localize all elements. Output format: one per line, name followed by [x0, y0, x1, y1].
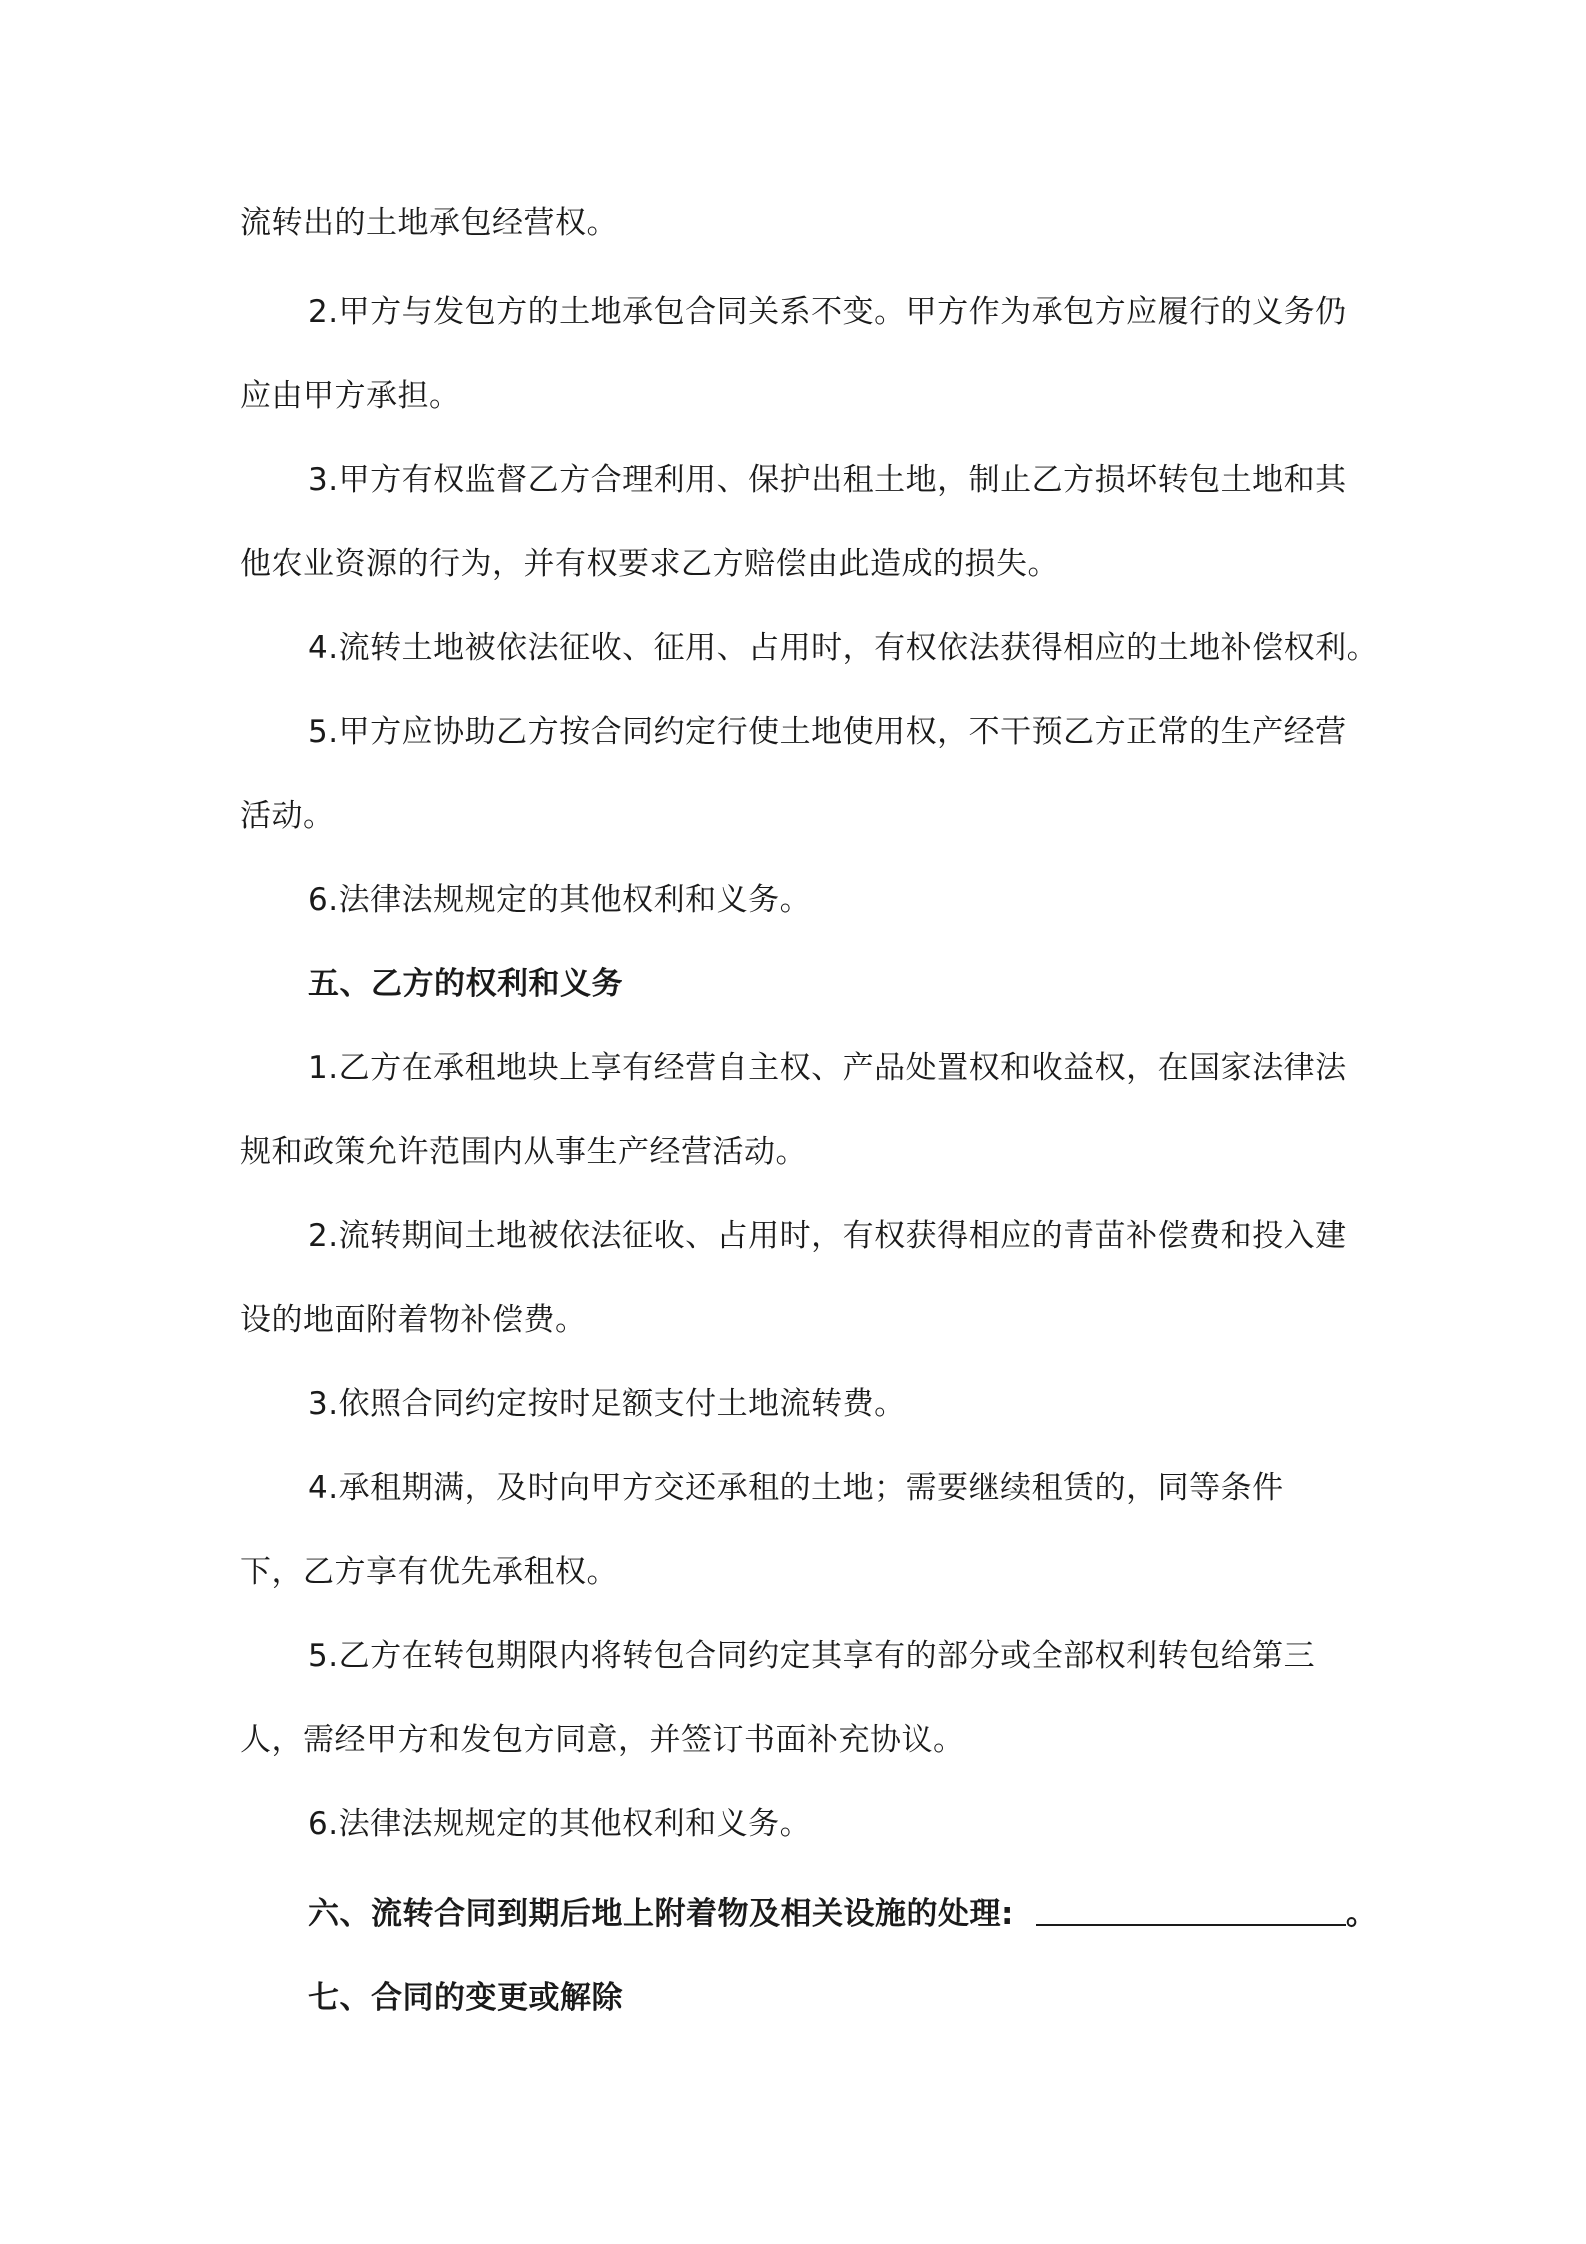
text-line: 人，需经甲方和发包方同意，并签订书面补充协议。: [240, 1722, 965, 1758]
text-line: 应由甲方承担。: [240, 378, 461, 414]
section-6-end: 。: [1345, 1896, 1378, 1932]
text-line: 他农业资源的行为，并有权要求乙方赔偿由此造成的损失。: [240, 546, 1059, 582]
fill-in-blank[interactable]: [1036, 1892, 1346, 1926]
text-line: 设的地面附着物补偿费。: [240, 1302, 587, 1338]
text-line: 流转出的土地承包经营权。: [240, 205, 618, 241]
text-line: 5.甲方应协助乙方按合同约定行使土地使用权，不干预乙方正常的生产经营: [308, 714, 1347, 750]
text-line: 1.乙方在承租地块上享有经营自主权、产品处置权和收益权，在国家法律法: [308, 1050, 1347, 1086]
text-line: 3.依照合同约定按时足额支付土地流转费。: [308, 1386, 906, 1422]
text-line: 活动。: [240, 798, 335, 834]
text-line: 规和政策允许范围内从事生产经营活动。: [240, 1134, 807, 1170]
text-line: 下，乙方享有优先承租权。: [240, 1554, 618, 1590]
section-6-label: 六、流转合同到期后地上附着物及相关设施的处理:: [308, 1896, 1014, 1932]
text-line: 2.流转期间土地被依法征收、占用时，有权获得相应的青苗补偿费和投入建: [308, 1218, 1347, 1254]
text-line: 4.流转土地被依法征收、征用、占用时，有权依法获得相应的土地补偿权利。: [308, 630, 1379, 666]
text-line: 2.甲方与发包方的土地承包合同关系不变。甲方作为承包方应履行的义务仍: [308, 294, 1347, 330]
section-6-heading: [308, 1892, 1378, 1936]
text-line: 6.法律法规规定的其他权利和义务。: [308, 882, 812, 918]
text-line: 6.法律法规规定的其他权利和义务。: [308, 1806, 812, 1842]
section-heading: 五、乙方的权利和义务: [308, 966, 623, 1002]
text-line: 4.承租期满，及时向甲方交还承租的土地；需要继续租赁的，同等条件: [308, 1470, 1284, 1506]
section-7-heading: 七、合同的变更或解除: [308, 1980, 623, 2016]
text-line: 3.甲方有权监督乙方合理利用、保护出租土地，制止乙方损坏转包土地和其: [308, 462, 1347, 498]
text-line: 5.乙方在转包期限内将转包合同约定其享有的部分或全部权利转包给第三: [308, 1638, 1316, 1674]
